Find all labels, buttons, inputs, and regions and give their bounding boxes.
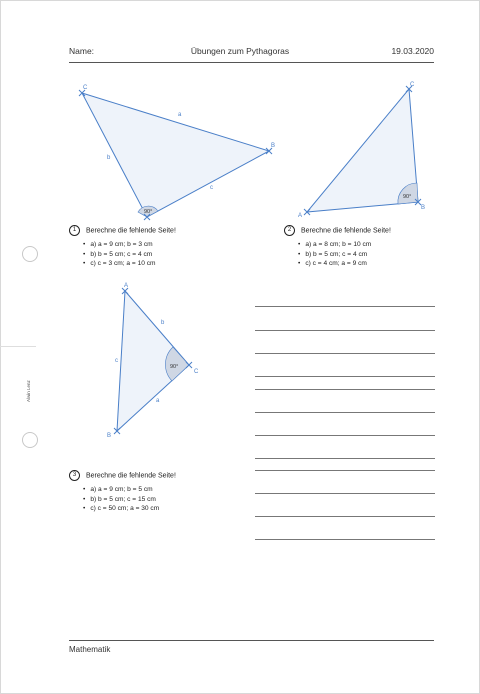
fig1-side-b: b xyxy=(107,155,111,161)
task-3-item: • c) c = 50 cm; a = 30 cm xyxy=(83,505,176,512)
footer-subject: Mathematik xyxy=(69,645,111,654)
triangle-figure-3 xyxy=(107,283,199,439)
task-1-title: Berechne die fehlende Seite! xyxy=(86,227,176,235)
fig2-vertex-B: B xyxy=(421,205,426,211)
task-2-item: • b) b = 5 cm; c = 4 cm xyxy=(298,251,391,258)
task-3-title: Berechne die fehlende Seite! xyxy=(86,472,176,480)
task-2-item: • a) a = 8 cm; b = 10 cm xyxy=(298,241,391,248)
task-3-number: 3 xyxy=(69,470,80,481)
fig1-angle-label: 90° xyxy=(144,209,153,215)
task-2 xyxy=(284,225,391,270)
fig1-side-c: c xyxy=(210,185,213,191)
footer-rule xyxy=(69,640,434,641)
task-3 xyxy=(69,470,176,515)
fig2-vertex-A: A xyxy=(298,213,303,219)
task-3-item: • b) b = 5 cm; c = 15 cm xyxy=(83,496,176,503)
date: 19.03.2020 xyxy=(391,46,434,56)
fig3-angle-label: 90° xyxy=(170,364,179,370)
author-credit: Alwin Lenz xyxy=(26,380,31,402)
fig1-vertex-B: B xyxy=(271,143,276,149)
writing-line xyxy=(255,435,435,436)
triangle-figure-2 xyxy=(298,82,425,219)
name-label: Name: xyxy=(69,46,95,56)
task-2-title: Berechne die fehlende Seite! xyxy=(301,227,391,235)
writing-line xyxy=(255,458,435,459)
task-2-item: • c) c = 4 cm; a = 9 cm xyxy=(298,260,391,267)
fig2-vertex-C: C xyxy=(410,82,415,88)
writing-line xyxy=(255,470,435,471)
writing-line xyxy=(255,376,435,377)
worksheet-title: Übungen zum Pythagoras xyxy=(190,46,290,56)
writing-line xyxy=(255,539,435,540)
writing-line xyxy=(255,353,435,354)
fig3-side-c: c xyxy=(115,358,118,364)
fig2-angle-label: 90° xyxy=(403,194,412,200)
task-1 xyxy=(69,225,176,270)
writing-line xyxy=(255,306,435,307)
task-1-number: 1 xyxy=(69,225,80,236)
writing-line xyxy=(255,330,435,331)
writing-line xyxy=(255,389,435,390)
fig3-side-b: b xyxy=(161,320,165,326)
fig3-side-a: a xyxy=(156,398,160,404)
fig3-vertex-B: B xyxy=(107,433,112,439)
fig3-vertex-A: A xyxy=(124,283,129,289)
writing-line xyxy=(255,516,435,517)
triangle-figure-1 xyxy=(79,85,275,220)
task-1-item: • c) c = 3 cm; a = 10 cm xyxy=(83,260,176,267)
writing-line xyxy=(255,412,435,413)
writing-line xyxy=(255,493,435,494)
task-1-item: • a) a = 9 cm; b = 3 cm xyxy=(83,241,176,248)
fig1-side-a: a xyxy=(178,112,182,118)
task-2-number: 2 xyxy=(284,225,295,236)
task-1-item: • b) b = 5 cm; c = 4 cm xyxy=(83,251,176,258)
fig1-vertex-C: C xyxy=(83,85,88,91)
task-3-item: • a) a = 9 cm; b = 5 cm xyxy=(83,486,176,493)
fig3-vertex-C: C xyxy=(194,369,199,375)
